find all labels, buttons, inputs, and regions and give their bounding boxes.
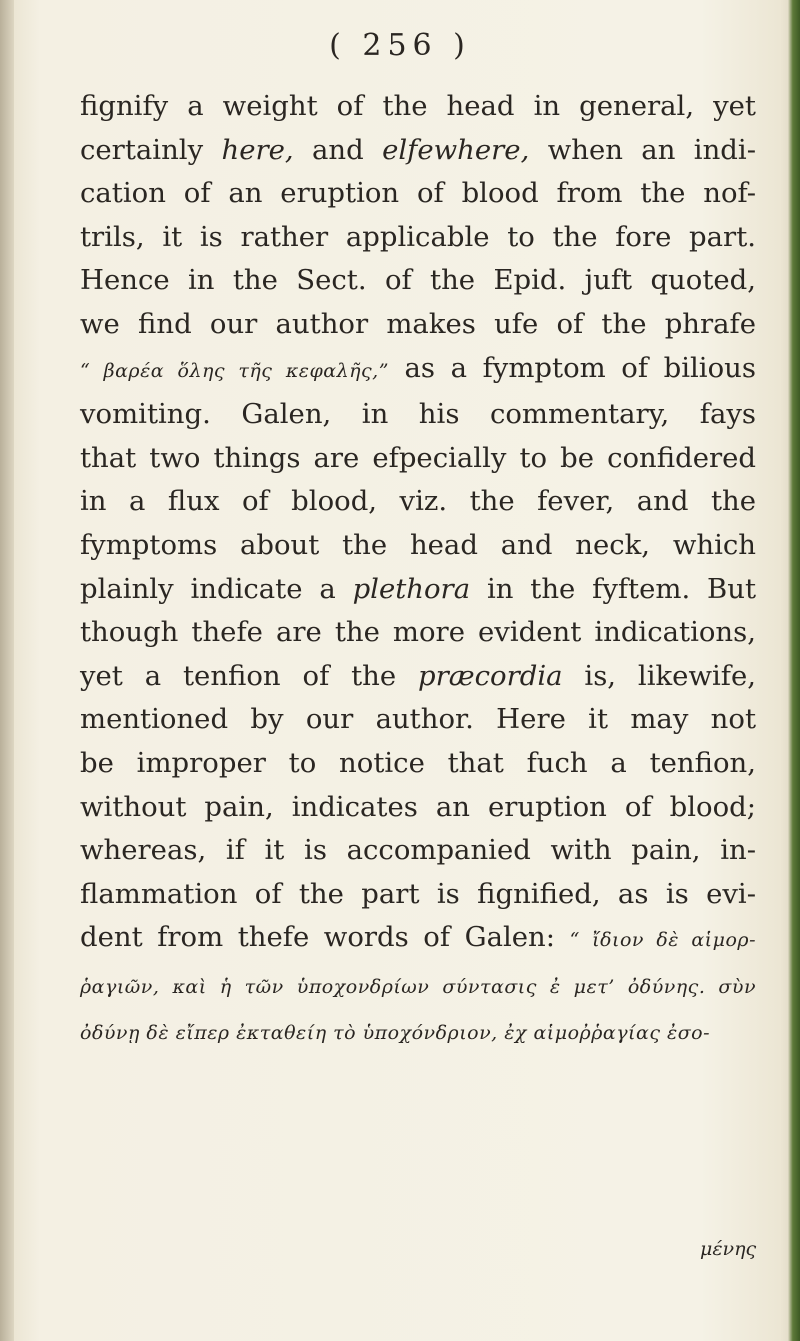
text-run: plainly indicate a <box>80 572 353 605</box>
text-line <box>80 480 756 524</box>
text-line <box>80 873 756 917</box>
text-line <box>80 393 756 437</box>
text-run: in a flux of blood, viz. the fever, and the <box>80 485 756 518</box>
text-line <box>80 129 756 173</box>
text-line <box>80 216 756 260</box>
greek-text: ῥαγιῶν, καὶ ἡ τῶν ὑποχονδρίων σύντασις ἐ μετ’ ὀδύνης. σὺν <box>80 975 756 998</box>
text-line <box>80 347 756 394</box>
text-run: fignify a weight of the head in general, yet <box>80 90 756 122</box>
text-run: dent from thefe words of Galen: <box>80 921 570 954</box>
text-run: that two things are efpecially to be confidered <box>80 441 756 474</box>
italic-text: præcordia <box>418 659 563 692</box>
text-run: trils, it is rather applicable to the fore part. <box>80 220 756 253</box>
catchword: μένης <box>700 1238 757 1260</box>
text-line <box>80 172 756 216</box>
text-run: mentioned by our author. Here it may not <box>80 703 756 736</box>
text-run: be improper to notice that fuch a tenfion, <box>80 746 756 779</box>
text-run: vomiting. Galen, in his commentary, fays <box>80 398 756 431</box>
italic-text: plethora <box>352 572 471 605</box>
page-text-block <box>80 85 756 1056</box>
italic-text: here, <box>221 133 294 166</box>
text-line <box>80 524 756 568</box>
page-gutter-shadow <box>0 0 14 1341</box>
text-line <box>80 303 756 347</box>
greek-text: ὀδύνῃ δὲ εἴπερ ἐκταθείη τὸ ὑποχόνδριον, ἐχ αἱμοῤῥαγίας ἐσο- <box>80 1022 711 1045</box>
text-line <box>80 568 756 612</box>
text-run: flammation of the part is fignified, as is evi- <box>80 877 756 910</box>
page-edge <box>788 0 800 1341</box>
italic-text: elfewhere, <box>382 133 530 166</box>
greek-text: “ ἴδιον δὲ αἱμορ- <box>569 929 756 952</box>
text-line <box>80 698 756 742</box>
text-run: Hence in the Sect. of the Epid. juft quoted, <box>80 264 756 297</box>
text-line <box>80 829 756 873</box>
text-run: in the fyftem. But <box>470 572 756 605</box>
text-run: whereas, if it is accompanied with pain, in- <box>80 834 756 867</box>
page-number: ( 256 ) <box>329 28 471 63</box>
text-run: we find our author makes ufe of the phrafe <box>80 307 756 340</box>
text-run: certainly <box>80 133 222 166</box>
text-run: without pain, indicates an eruption of blood; <box>80 790 756 823</box>
text-run: is, likewife, <box>562 659 756 692</box>
text-run: as a fymptom of bilious <box>388 351 756 384</box>
text-line <box>80 916 756 963</box>
text-run: though thefe are the more evident indications, <box>80 616 756 649</box>
text-line <box>80 611 756 655</box>
text-line <box>80 786 756 830</box>
text-line <box>80 1009 756 1056</box>
text-line <box>80 259 756 303</box>
text-run: fymptoms about the head and neck, which <box>80 528 756 561</box>
greek-text: “ βαρέα ὅλης τῆς κεφαλῆς,” <box>80 359 389 382</box>
text-line <box>80 437 756 481</box>
text-line <box>80 742 756 786</box>
text-run: yet a tenfion of the <box>80 659 419 692</box>
text-line <box>80 963 756 1010</box>
text-run: when an indi- <box>529 133 756 166</box>
text-line <box>80 85 756 129</box>
text-run: cation of an eruption of blood from the nof- <box>80 177 756 210</box>
text-run: and <box>293 133 383 166</box>
text-line <box>80 655 756 699</box>
